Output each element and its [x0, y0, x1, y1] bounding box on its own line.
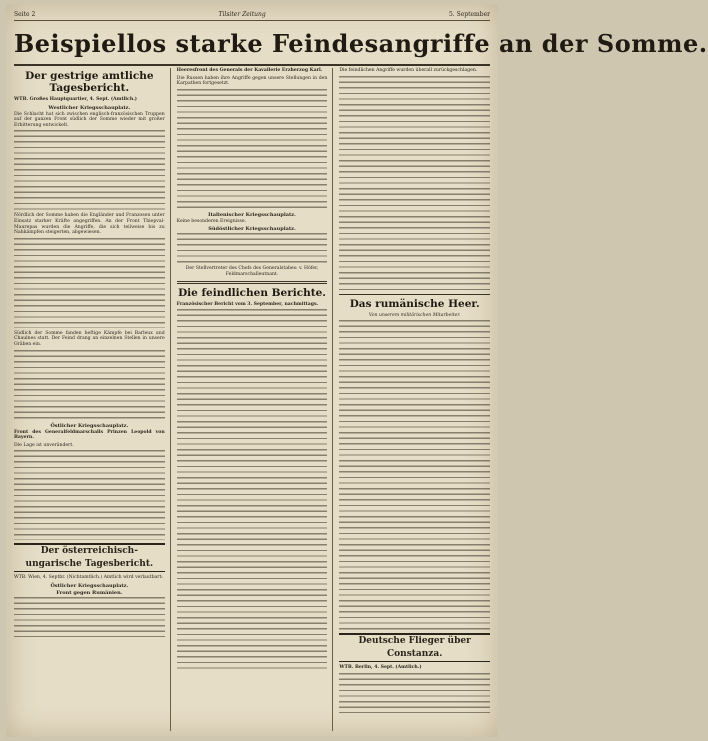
- paragraph: Die Russen haben ihre Angriffe gegen unsere Stellungen in den Karpathen fortgesetzt.: [176, 75, 328, 87]
- dateline: WTB. Großes Hauptquartier, 4. Sept. (Amtlich.): [14, 97, 137, 102]
- article-heading: Das rumänische Heer.: [349, 297, 480, 310]
- text-block: [14, 350, 165, 420]
- banner-headline: Beispiellos starke Feindesangriffe an der Somme.: [14, 24, 490, 66]
- article-heading: Die feindlichen Berichte.: [178, 286, 326, 299]
- text-block: [177, 309, 328, 669]
- section-heading: Südöstlicher Kriegsschauplatz.: [208, 226, 296, 233]
- text-block: [177, 89, 328, 209]
- text-block: [14, 597, 165, 637]
- dateline: WTB. Berlin, 4. Sept. (Amtlich.): [339, 665, 422, 671]
- section-heading: Front gegen Rumänien.: [56, 589, 123, 596]
- paragraph: Front des Generalfeldmarschalls Prinzen Leopold von Bayern.: [14, 429, 165, 441]
- text-block: [14, 130, 165, 210]
- signature: Der Stellvertreter des Chefs des Generalstabes: v. Höfer, Feldmarschalleutnant.: [185, 266, 319, 277]
- section-heading: Östlicher Kriegsschauplatz.: [50, 582, 129, 589]
- running-header: [14, 8, 490, 21]
- byline: Von unserem militärischen Mitarbeiter.: [368, 312, 461, 318]
- dateline: WTB. Wien, 4. Septbr. (Nichtamtlich.) Amtlich wird verlautbart:: [14, 575, 163, 581]
- text-block: [177, 233, 328, 263]
- section-heading: Italienischer Kriegsschauplatz.: [208, 211, 296, 218]
- divider: [339, 294, 490, 295]
- section-heading: Westlicher Kriegsschauplatz.: [48, 104, 131, 111]
- text-block: [14, 450, 165, 540]
- paragraph: Nördlich der Somme haben die Engländer und Franzosen unter Einsatz starker Kräfte angegriffen. An der Front Thiepval-Maurepas wurden die Angriffe, die sich teilweise bis zu Nahkämpfen steigerten, abgewiesen.: [14, 213, 165, 236]
- divider: [177, 281, 328, 284]
- paragraph: Französischer Bericht vom 3. September, nachmittags.: [176, 301, 319, 307]
- issue-date: 5. September: [448, 10, 490, 18]
- text-block: [339, 320, 490, 630]
- paragraph: Südlich der Somme fanden heftige Kämpfe bei Barleux und Chaulnes statt. Der Feind drang an einzelnen Stellen in unsere Gräben ein.: [14, 330, 165, 347]
- text-block: [339, 673, 490, 713]
- column-2: [177, 68, 334, 731]
- paragraph: Keine besonderen Ereignisse.: [176, 218, 247, 224]
- paragraph: Die feindlichen Angriffe wurden überall zurückgeschlagen.: [339, 68, 478, 73]
- text-block: [14, 238, 165, 328]
- text-block: [339, 76, 490, 291]
- masthead: Tilsiter Zeitung: [218, 10, 266, 18]
- paragraph: Die Lage ist unverändert.: [14, 442, 74, 448]
- paragraph: Heeresfront des Generals der Kavallerie Erzherzog Karl.: [176, 68, 323, 73]
- article-heading: Der gestrige amtliche Tagesbericht.: [25, 70, 154, 94]
- section-heading: Östlicher Kriegsschauplatz.: [50, 422, 129, 429]
- columns: [14, 68, 490, 731]
- paragraph: Die Schlacht hat sich zwischen englisch-französischen Truppen auf der ganzen Front südlich der Somme wieder mit großer Erbitterung entwickelt.: [14, 111, 165, 128]
- newspaper-page: [6, 4, 708, 737]
- column-1: [14, 68, 171, 731]
- article-heading: Deutsche Flieger über Constanza.: [339, 633, 490, 662]
- column-3: [339, 68, 490, 731]
- article-heading: Der österreichisch-ungarische Tagesbericht.: [14, 543, 165, 572]
- page-number: Seite 2: [14, 10, 36, 18]
